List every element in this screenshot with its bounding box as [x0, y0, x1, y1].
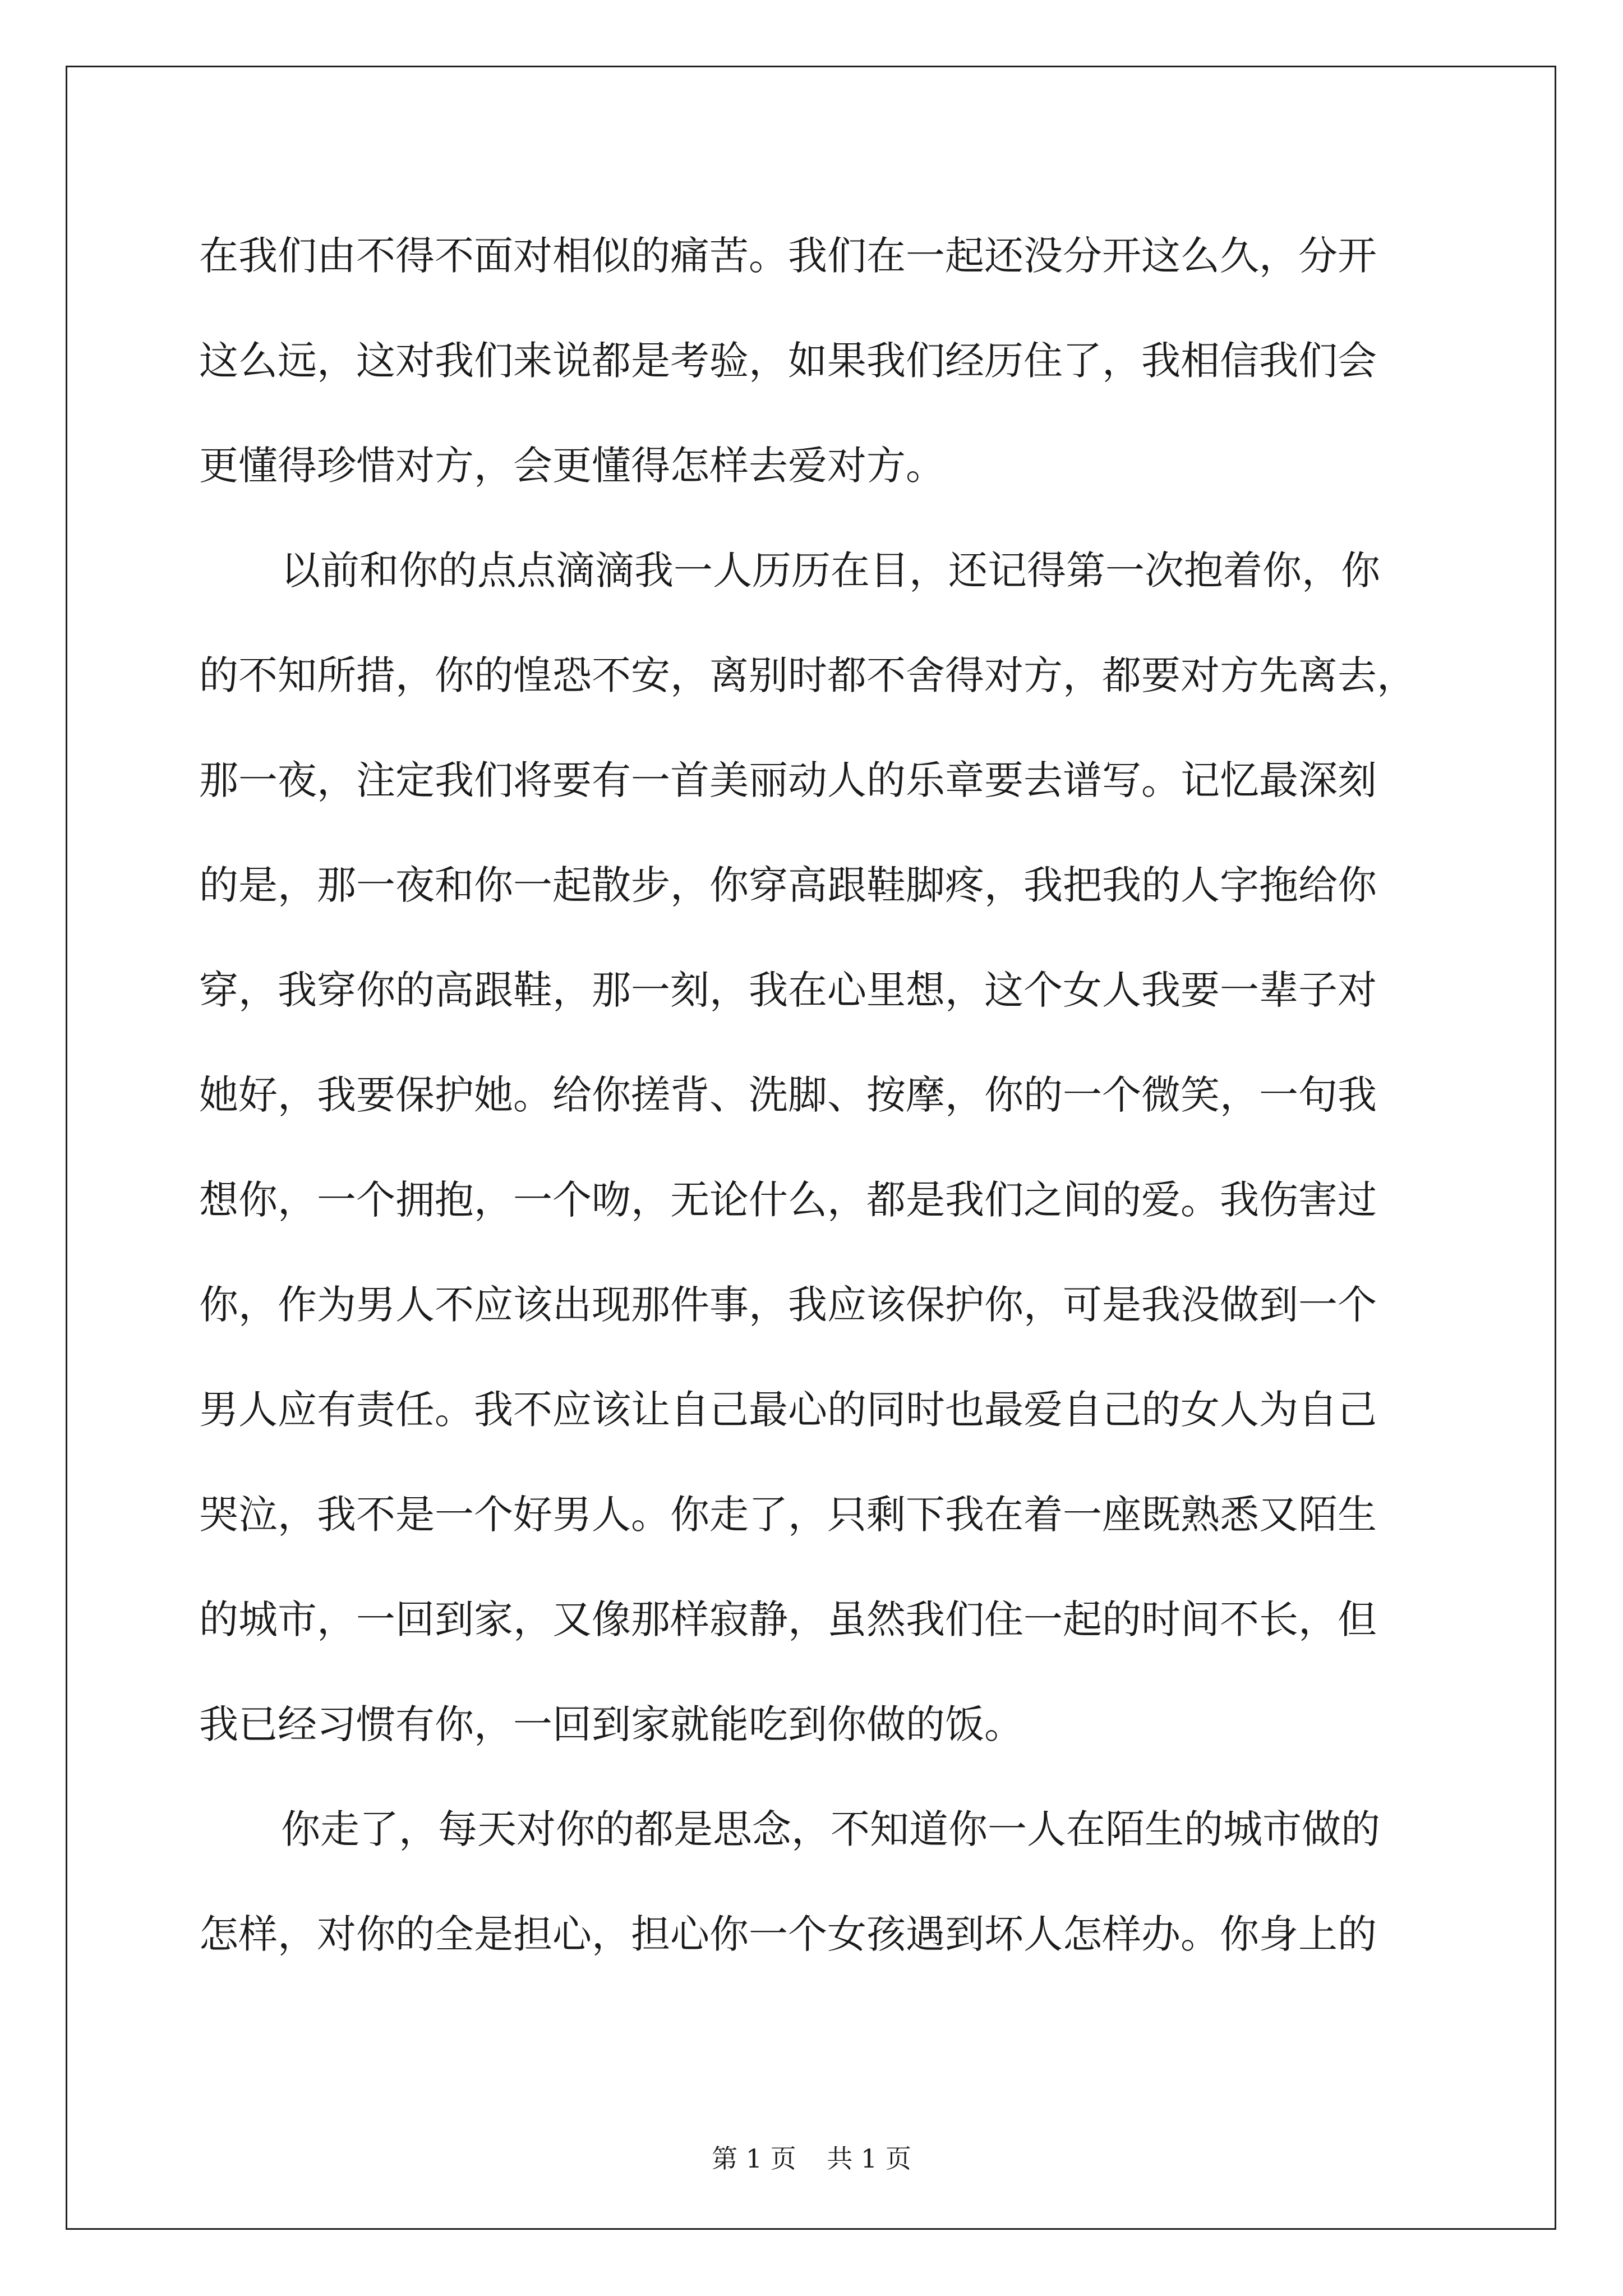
page-number-total: 共 1 页: [827, 2143, 911, 2174]
document-body: [199, 204, 1427, 1987]
text-line: 以前和你的点点滴滴我一人历历在目，还记得第一次抱着你，你: [281, 547, 1380, 593]
text-line: 更懂得珍惜对方，会更懂得怎样去爱对方。: [199, 443, 945, 489]
text-line: 那一夜，注定我们将要有一首美丽动人的乐章要去谱写。记忆最深刻: [199, 757, 1377, 803]
page-footer: [0, 2142, 1623, 2175]
text-line: 我已经习惯有你，一回到家就能吃到你做的饭。: [199, 1701, 1023, 1747]
text-line: 这么远，这对我们来说都是考验，如果我们经历住了，我相信我们会: [199, 338, 1377, 384]
text-line: 哭泣，我不是一个好男人。你走了，只剩下我在着一座既熟悉又陌生: [199, 1492, 1377, 1538]
text-line: 男人应有责任。我不应该让自己最心的同时也最爱自己的女人为自己: [199, 1387, 1377, 1433]
text-line: 她好，我要保护她。给你搓背、洗脚、按摩，你的一个微笑，一句我: [199, 1072, 1377, 1118]
text-line: 的不知所措，你的惶恐不安，离别时都不舍得对方，都要对方先离去，: [199, 652, 1416, 698]
text-line: 怎样，对你的全是担心，担心你一个女孩遇到坏人怎样办。你身上的: [199, 1911, 1377, 1957]
page-number-current: 第 1 页: [712, 2143, 796, 2174]
text-line: 的城市，一回到家，又像那样寂静，虽然我们住一起的时间不长，但: [199, 1596, 1377, 1642]
text-line: 在我们由不得不面对相似的痛苦。我们在一起还没分开这么久，分开: [199, 233, 1377, 279]
text-line: 你，作为男人不应该出现那件事，我应该保护你，可是我没做到一个: [199, 1282, 1377, 1328]
text-line: 你走了，每天对你的都是思念，不知道你一人在陌生的城市做的: [281, 1806, 1380, 1852]
text-line: 想你，一个拥抱，一个吻，无论什么，都是我们之间的爱。我伤害过: [199, 1177, 1377, 1223]
text-line: 穿，我穿你的高跟鞋，那一刻，我在心里想，这个女人我要一辈子对: [199, 967, 1377, 1013]
text-line: 的是，那一夜和你一起散步，你穿高跟鞋脚疼，我把我的人字拖给你: [199, 862, 1377, 908]
